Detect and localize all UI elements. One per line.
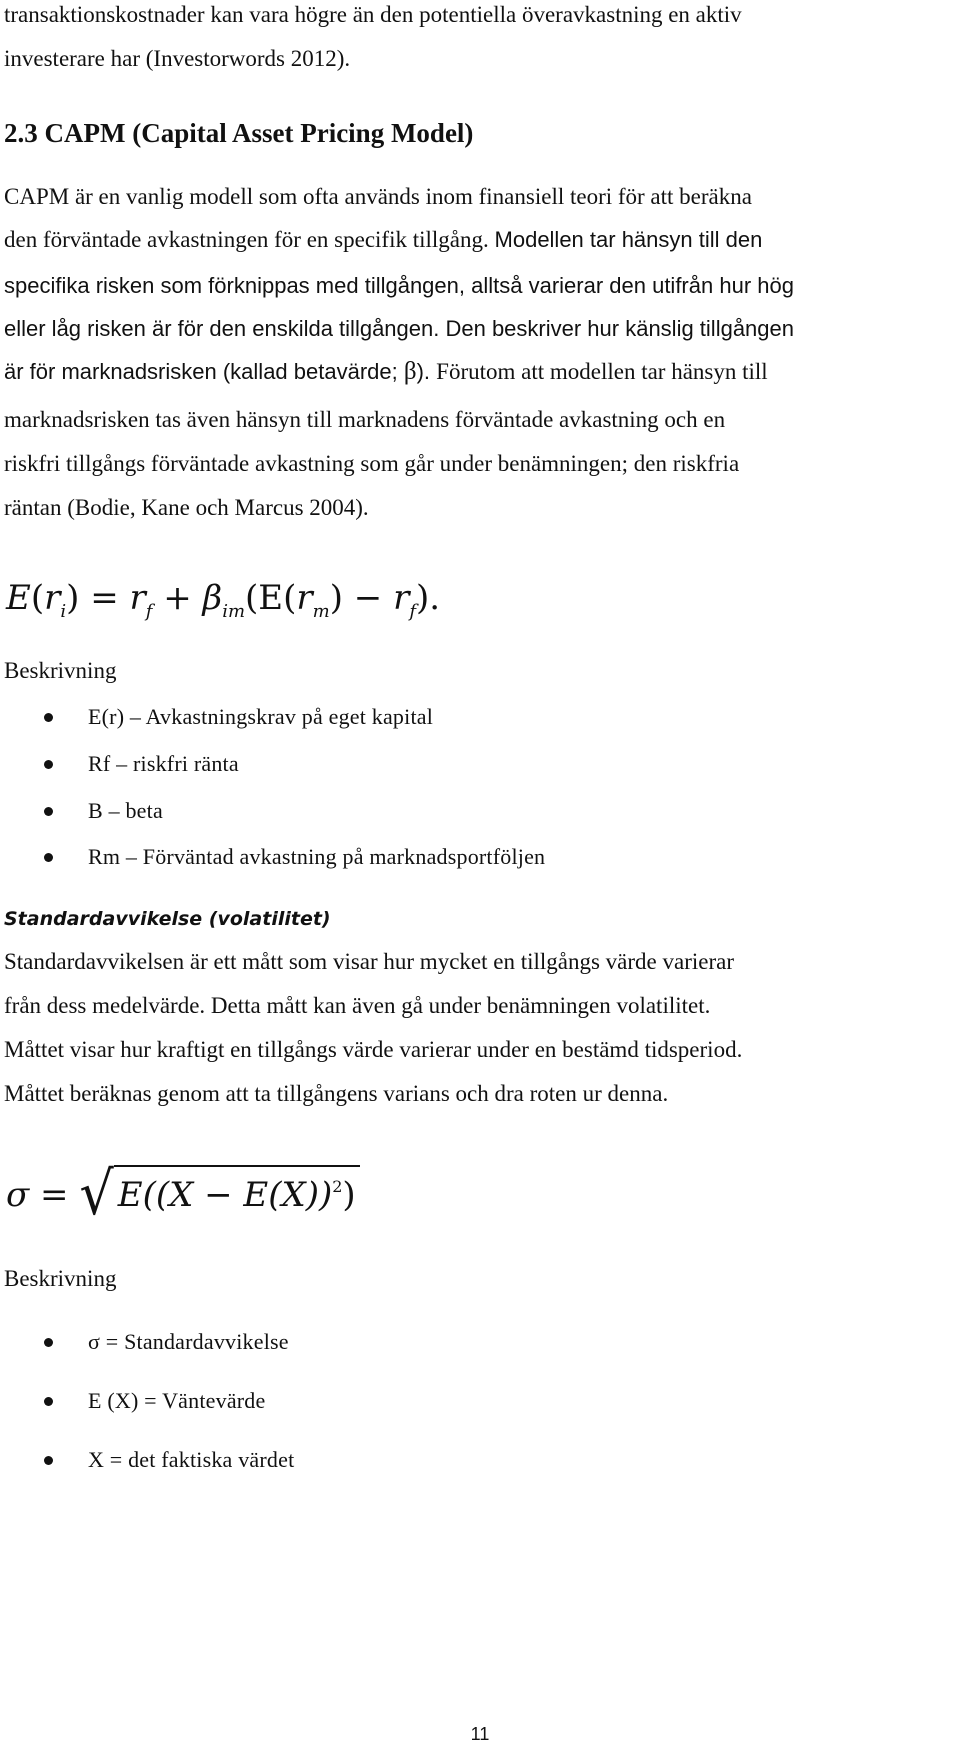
text-line: specifika risken som förknippas med tillgången, alltså varierar den utifrån hur hög xyxy=(4,273,794,298)
formula-term: β xyxy=(202,578,223,618)
formula-term: ). xyxy=(416,578,441,618)
text-line: eller låg risken är för den enskilda tillgången. Den beskriver hur känslig tillgången xyxy=(4,316,794,341)
bullet-icon xyxy=(44,853,53,862)
text-span: Modellen tar hänsyn till den xyxy=(494,227,763,252)
bullet-icon xyxy=(44,713,53,722)
formula-operator: = xyxy=(29,1175,80,1215)
formula-subscript: i xyxy=(60,601,67,622)
text-line: från dess medelvärde. Detta mått kan även gå under benämningen volatilitet. xyxy=(4,993,711,1018)
text-line: Beskrivning xyxy=(4,658,117,683)
text-span: ). xyxy=(416,359,437,384)
formula-term: r xyxy=(129,578,146,618)
formula-term: r xyxy=(44,578,61,618)
text-line xyxy=(4,357,952,387)
text-line: räntan (Bodie, Kane och Marcus 2004). xyxy=(4,495,369,520)
text-span: Förutom att modellen tar hänsyn till xyxy=(436,359,768,384)
text-span: är för marknadsrisken (kallad betavärde; xyxy=(4,359,404,384)
page-number: 11 xyxy=(470,1724,490,1744)
formula-operator: + xyxy=(152,578,203,618)
text-line: marknadsrisken tas även hänsyn till marknadens förväntade avkastning och en xyxy=(4,407,726,432)
formula-term: σ xyxy=(6,1175,30,1215)
bullet-icon xyxy=(44,1397,53,1406)
section-heading: 2.3 CAPM (Capital Asset Pricing Model) xyxy=(4,118,474,148)
list-item: Rm – Förväntad avkastning på marknadsportföljen xyxy=(88,844,546,869)
formula-subscript: im xyxy=(222,601,246,622)
square-root: √ $E((X - E(X))^2)$ xyxy=(79,1165,359,1215)
list-item: B – beta xyxy=(88,798,163,823)
bullet-icon xyxy=(44,1456,53,1465)
formula-term: (E( xyxy=(245,578,297,618)
stddev-formula xyxy=(6,1158,360,1229)
list-item: E(r) – Avkastningskrav på eget kapital xyxy=(88,704,434,729)
formula-term: E((X − E(X)) xyxy=(117,1175,333,1215)
formula-subscript: m xyxy=(312,601,330,622)
formula-subscript: f xyxy=(145,601,153,622)
list-item: Rf – riskfri ränta xyxy=(88,751,239,776)
formula-operator: = xyxy=(79,578,130,618)
text-line: Måttet visar hur kraftigt en tillgångs värde varierar under en bestämd tidsperiod. xyxy=(4,1037,743,1062)
formula-term: r xyxy=(296,578,313,618)
text-line: transaktionskostnader kan vara högre än den potentiella överavkastning en aktiv xyxy=(4,2,742,27)
formula-term: r xyxy=(393,578,410,618)
bullet-icon xyxy=(44,760,53,769)
text-line: Måttet beräknas genom att ta tillgångens varians och dra roten ur denna. xyxy=(4,1081,669,1106)
list-item: E (X) = Väntevärde xyxy=(88,1388,266,1413)
formula-term: E xyxy=(6,578,31,618)
list-item: X = det faktiska värdet xyxy=(88,1447,295,1472)
text-line: CAPM är en vanlig modell som ofta används inom finansiell teori för att beräkna xyxy=(4,184,752,209)
text-line: Beskrivning xyxy=(4,1266,117,1291)
beta-symbol: β xyxy=(403,358,417,385)
text-line: Standardavvikelsen är ett mått som visar hur mycket en tillgångs värde varierar xyxy=(4,949,735,974)
list-item: σ = Standardavvikelse xyxy=(88,1329,289,1354)
formula-superscript: 2 xyxy=(332,1177,343,1196)
bullet-icon xyxy=(44,1338,53,1347)
formula-subscript: f xyxy=(409,601,417,622)
capm-formula: $E(r_i) = r_f + \beta_{im}(E(r_m) - r_f)$. xyxy=(6,578,441,622)
formula-operator: ) − xyxy=(329,578,394,618)
text-line: investerare har (Investorwords 2012). xyxy=(4,46,351,71)
text-line: riskfri tillgångs förväntade avkastning som går under benämningen; den riskfria xyxy=(4,451,740,476)
bullet-icon xyxy=(44,807,53,816)
formula-term: ) xyxy=(342,1175,356,1215)
subsection-heading: Standardavvikelse (volatilitet) xyxy=(4,908,331,930)
text-span: den förväntade avkastningen för en specifik tillgång. xyxy=(4,227,495,252)
text-line xyxy=(4,225,952,255)
